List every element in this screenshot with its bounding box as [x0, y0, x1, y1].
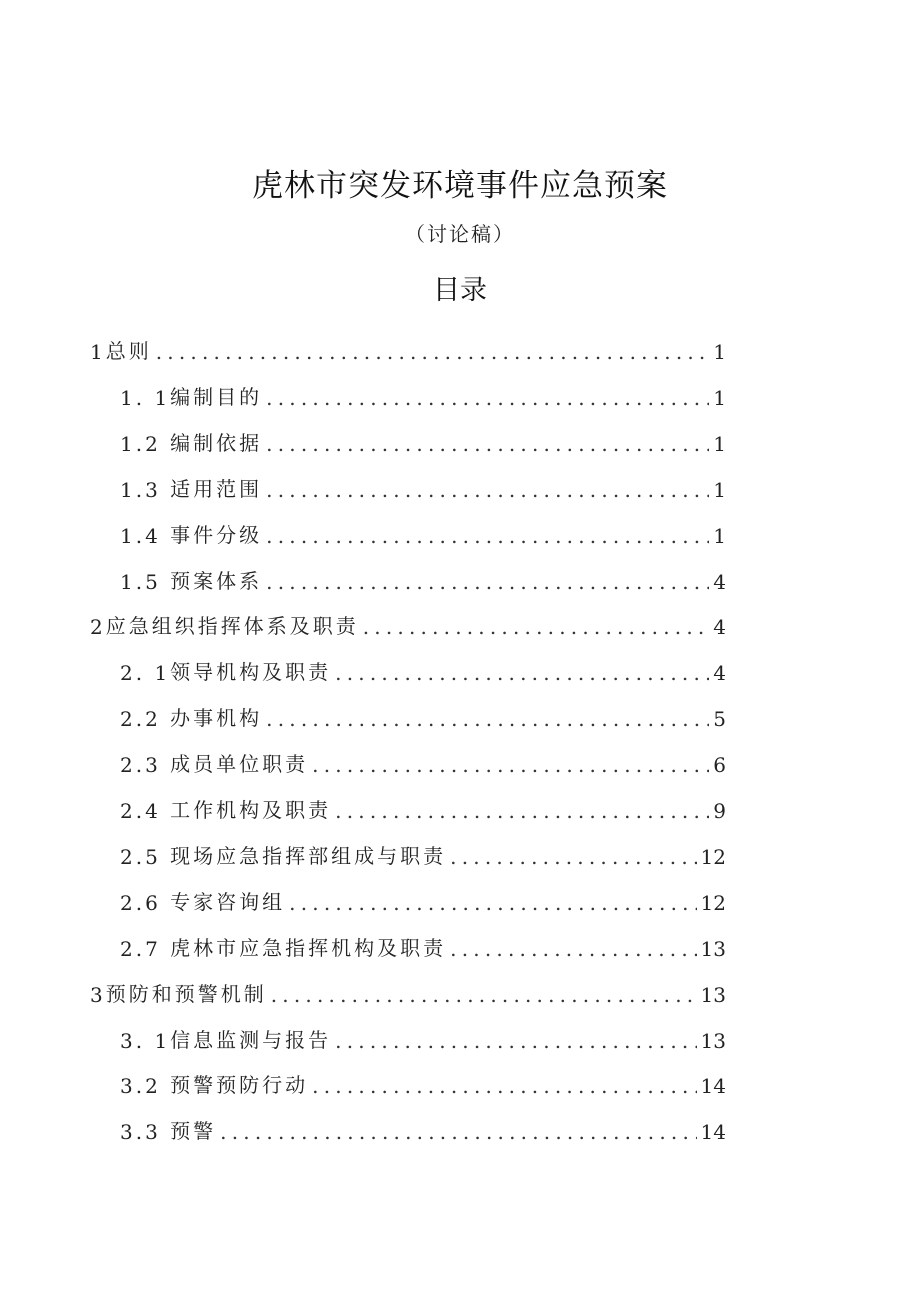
- toc-leader-dots: [335, 799, 709, 823]
- toc-entry-page: 13: [700, 982, 726, 1007]
- toc-entry-number: 1. 1: [120, 385, 171, 410]
- toc-entry-number: 1: [90, 340, 106, 364]
- toc-entry[interactable]: [120, 835, 726, 869]
- toc-entry-label: 总则: [105, 339, 152, 363]
- toc-leader-dots: [266, 524, 709, 548]
- toc-leader-dots: [335, 1029, 696, 1053]
- toc-entry-page: 5: [713, 707, 726, 732]
- toc-entry[interactable]: [120, 1110, 726, 1144]
- toc-entry-page: 1: [713, 477, 726, 502]
- toc-leader-dots: [450, 845, 696, 869]
- toc-entry-page: 14: [700, 1074, 726, 1099]
- toc-entry[interactable]: [120, 1019, 726, 1053]
- toc-entry-label: 领导机构及职责: [170, 660, 332, 685]
- toc-entry-label: 办事机构: [170, 706, 263, 731]
- toc-entry-number: 1.4: [120, 523, 171, 548]
- toc-entry-page: 4: [713, 661, 726, 686]
- toc-entry-number: 3.2: [120, 1074, 171, 1099]
- toc-leader-dots: [220, 1120, 696, 1144]
- toc-leader-dots: [335, 661, 709, 685]
- document-subtitle: （讨论稿）: [405, 222, 515, 246]
- toc-entry-number: 2.4: [120, 799, 171, 823]
- toc-entry-page: 1: [713, 431, 726, 456]
- toc-entry[interactable]: [90, 605, 726, 639]
- toc-entry-label: 预防和预警机制: [105, 981, 267, 1006]
- toc-entry-label: 虎林市应急指挥机构及职责: [170, 935, 447, 960]
- toc-entry-label: 编制目的: [170, 384, 263, 409]
- toc-leader-dots: [266, 570, 709, 594]
- toc-entry-label: 应急组织指挥体系及职责: [105, 614, 359, 639]
- toc-entry-label: 编制依据: [170, 430, 263, 455]
- toc-entry[interactable]: [120, 789, 726, 823]
- toc-entry[interactable]: [120, 743, 726, 777]
- toc-entry-page: 1: [713, 340, 726, 364]
- toc-leader-dots: [266, 386, 709, 410]
- toc-entry-label: 预警预防行动: [170, 1073, 309, 1098]
- toc-leader-dots: [312, 753, 709, 777]
- toc-entry-page: 14: [700, 1120, 726, 1145]
- toc-leader-dots: [363, 615, 710, 639]
- toc-entry[interactable]: [120, 1064, 726, 1098]
- toc-leader-dots: [266, 707, 709, 731]
- toc-entry-number: 2: [90, 615, 106, 640]
- toc-entry-number: 1.5: [120, 569, 171, 594]
- toc-entry[interactable]: [120, 514, 726, 548]
- toc-leader-dots: [266, 432, 709, 456]
- toc-entry-page: 12: [700, 890, 726, 915]
- toc-entry-number: 2.2: [120, 707, 171, 732]
- toc-entry-number: 3: [90, 982, 106, 1007]
- toc-entry-label: 现场应急指挥部组成与职责: [170, 843, 447, 868]
- toc-entry-label: 预案体系: [170, 568, 263, 593]
- toc-entry-number: 2.7: [120, 936, 171, 961]
- toc-leader-dots: [156, 340, 710, 364]
- toc-entry[interactable]: [120, 560, 726, 594]
- toc-entry-number: 1.3: [120, 477, 171, 502]
- toc-entry-number: 2.6: [120, 890, 171, 915]
- toc-entry-number: 3. 1: [120, 1028, 171, 1053]
- toc-entry-page: 12: [700, 844, 726, 869]
- toc-entry-page: 9: [713, 799, 726, 823]
- toc-entry-number: 3.3: [120, 1120, 171, 1145]
- toc-entry-number: 1.2: [120, 431, 171, 456]
- document-title: 虎林市突发环境事件应急预案: [252, 168, 668, 204]
- toc-entry-label: 信息监测与报告: [170, 1027, 332, 1052]
- toc-entry-number: 2.5: [120, 844, 171, 869]
- toc-entry[interactable]: [120, 697, 726, 731]
- toc-entry[interactable]: [90, 330, 726, 364]
- toc-entry-page: 6: [713, 753, 726, 778]
- toc-leader-dots: [450, 937, 696, 961]
- toc-entry-label: 预警: [170, 1119, 217, 1144]
- toc-entry-page: 1: [713, 385, 726, 410]
- toc-entry[interactable]: [120, 651, 726, 685]
- toc-entry-number: 2.3: [120, 753, 171, 778]
- toc-leader-dots: [266, 478, 709, 502]
- toc-entry[interactable]: [120, 881, 726, 915]
- toc-entry[interactable]: [120, 468, 726, 502]
- toc-entry-page: 4: [713, 615, 726, 640]
- toc-leader-dots: [312, 1074, 696, 1098]
- toc-heading: 目录: [433, 275, 487, 306]
- toc-entry-label: 专家咨询组: [170, 889, 286, 914]
- toc-entry-number: 2. 1: [120, 661, 171, 686]
- toc-entry-page: 1: [713, 523, 726, 548]
- toc-entry-page: 13: [700, 1028, 726, 1053]
- toc-leader-dots: [271, 983, 697, 1007]
- toc-entry-label: 成员单位职责: [170, 752, 309, 777]
- toc-entry[interactable]: [120, 376, 726, 410]
- toc-entry-page: 4: [713, 569, 726, 594]
- toc-entry-label: 工作机构及职责: [170, 798, 332, 822]
- toc-entry[interactable]: [120, 422, 726, 456]
- toc-entry-label: 适用范围: [170, 476, 263, 501]
- toc-entry-label: 事件分级: [170, 522, 263, 547]
- toc-leader-dots: [289, 891, 696, 915]
- toc-entry[interactable]: [90, 973, 726, 1007]
- toc-entry[interactable]: [120, 927, 726, 961]
- toc-entry-page: 13: [700, 936, 726, 961]
